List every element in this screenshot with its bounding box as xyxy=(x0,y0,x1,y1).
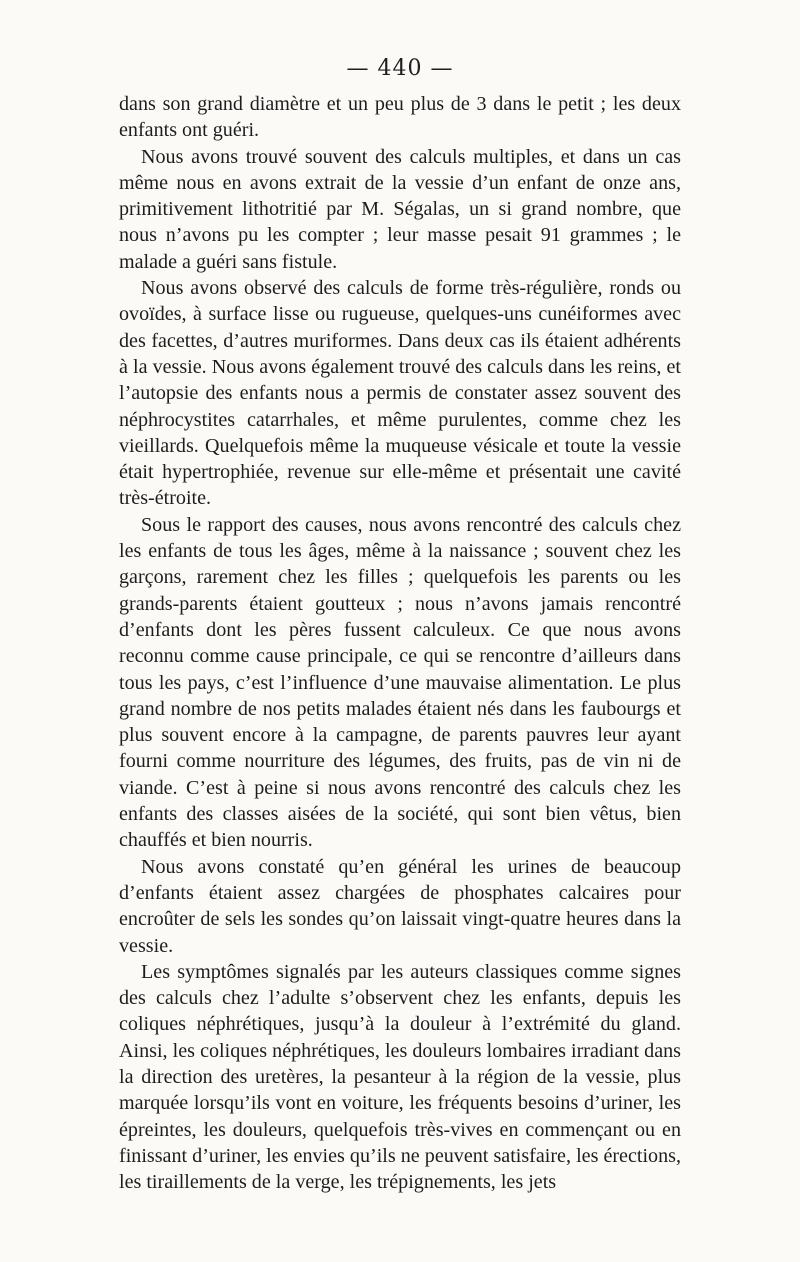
body-text xyxy=(119,91,681,1195)
paragraph-symptoms: Les symptômes signalés par les auteurs classiques comme signes des calculs chez l’adulte s’observent chez les enfants, depuis les coliques néphrétiques, jusqu’à la douleur à l’extrémité du gland. Ainsi, les coliques néphrétiques, les douleurs lombaires irradiant dans la direction des uretères, la pesanteur à la région de la vessie, plus marquée lorsqu’ils vont en voiture, les fréquents besoins d’uriner, les épreintes, les douleurs, quelquefois très-vives en commençant ou en finissant d’uriner, les envies qu’ils ne peuvent satisfaire, les érections, les tiraillements de la verge, les trépignements, les jets xyxy=(119,960,681,1194)
paragraph-calculi-forms: Nous avons observé des calculs de forme très-régulière, ronds ou ovoïdes, à surface lisse ou rugueuse, quelques-uns cunéiformes avec des facettes, d’autres muriformes. Dans deux cas ils étaient adhérents à la vessie. Nous avons également trouvé des calculs dans les reins, et l’autopsie des enfants nous a permis de constater assez souvent des néphrocystites catarrhales, et même purulentes, comme chez les vieillards. Quelquefois même la muqueuse vésicale et toute la vessie était hypertrophiée, revenue sur elle-même et présentait une cavité très-étroite. xyxy=(119,277,681,510)
paragraph-multiple-calculi: Nous avons trouvé souvent des calculs multiples, et dans un cas même nous en avons extrait de la vessie d’un enfant de onze ans, primitivement lithotritié par M. Ségalas, un si grand nombre, que nous n’avons pu les compter ; leur masse pesait 91 grammes ; le malade a guéri sans fistule. xyxy=(119,145,681,273)
paragraph-continuation: dans son grand diamètre et un peu plus de 3 dans le petit ; les deux enfants ont guéri. xyxy=(119,93,681,142)
paragraph-urines: Nous avons constaté qu’en général les urines de beaucoup d’enfants étaient assez chargées de phosphates calcaires pour encroûter de sels les sondes qu’on laissait vingt-quatre heures dans la vessie. xyxy=(119,855,681,957)
page-number: — 440 — xyxy=(346,56,454,81)
paragraph-causes: Sous le rapport des causes, nous avons rencontré des calculs chez les enfants de tous les âges, même à la naissance ; souvent chez les garçons, rarement chez les filles ; quelquefois les parents ou les grands-parents étaient goutteux ; nous n’avons jamais rencontré d’enfants dont les pères fussent calculeux. Ce que nous avons reconnu comme cause principale, ce qui se rencontre d’ailleurs dans tous les pays, c’est l’influence d’une mauvaise alimentation. Le plus grand nombre de nos petits malades étaient nés dans les faubourgs et plus souvent encore à la campagne, de parents pauvres leur ayant fourni comme nourriture des légumes, des fruits, pas de vin ni de viande. C’est à peine si nous avons rencontré des calculs chez les enfants des classes aisées de la société, qui sont bien vêtus, bien chauffés et bien nourris. xyxy=(119,513,681,852)
